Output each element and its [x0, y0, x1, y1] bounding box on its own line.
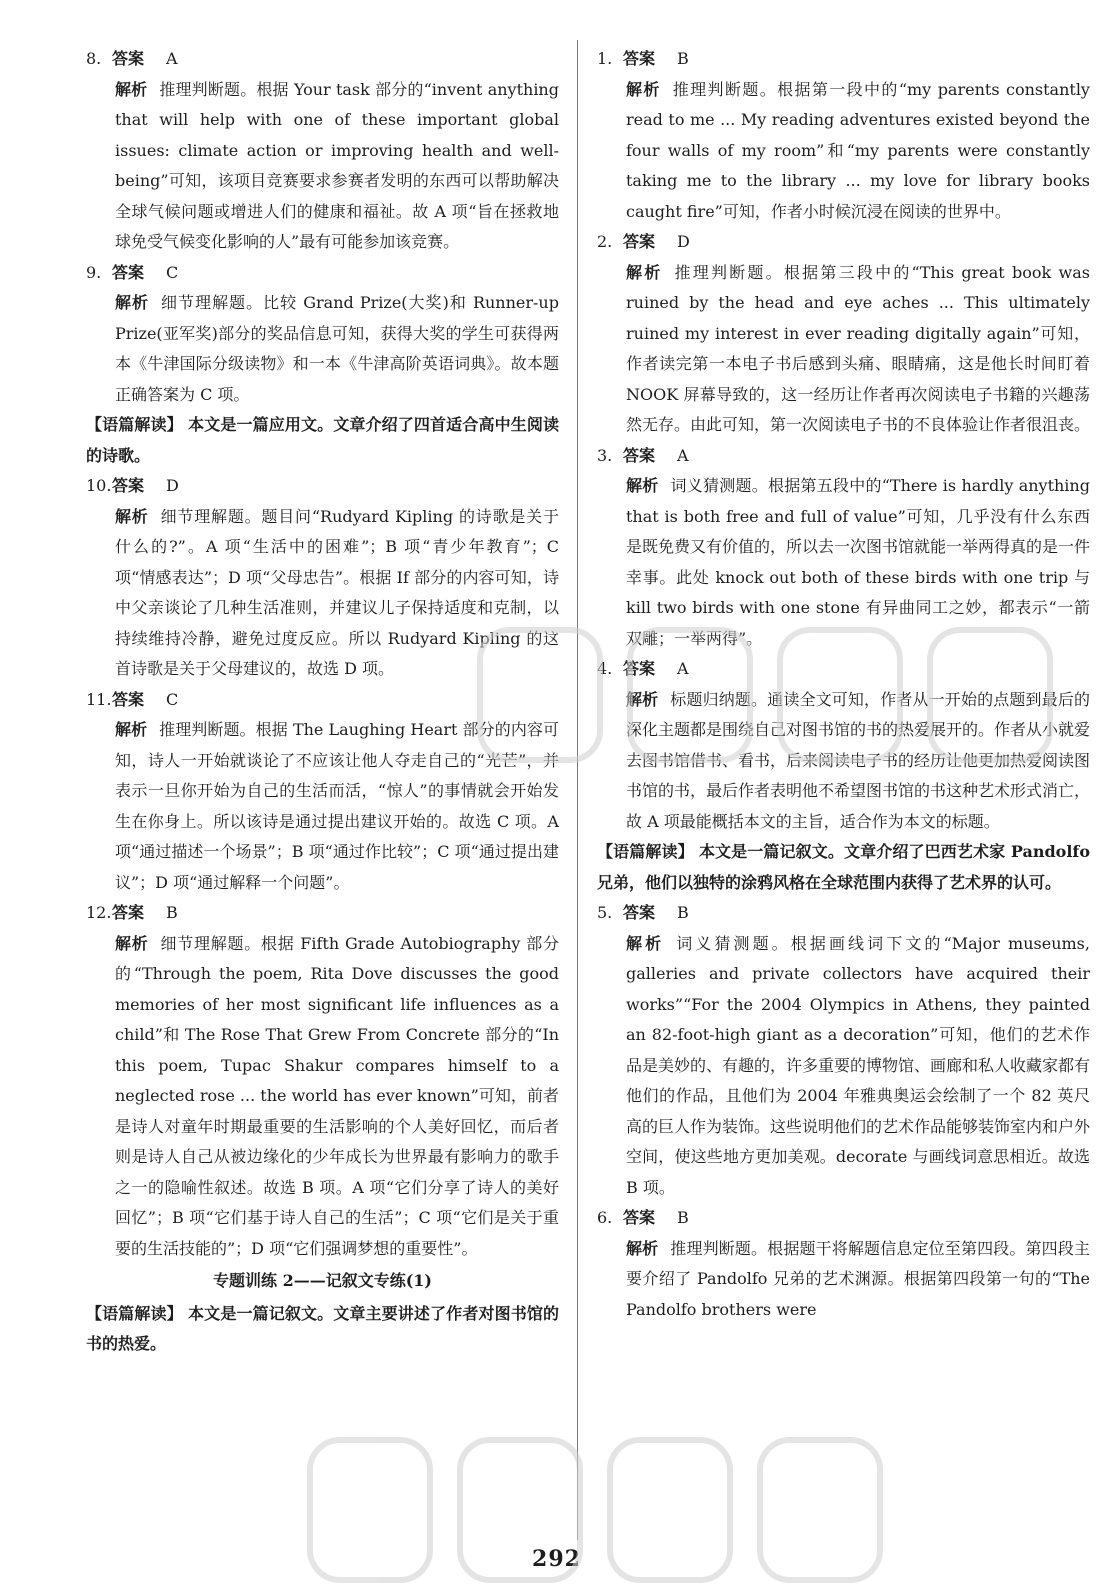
answer-value: A [677, 659, 689, 678]
analysis-label: 解析 [115, 720, 148, 739]
analysis-label: 解析 [626, 689, 659, 709]
question-number: 3. [597, 445, 613, 465]
answer-line [86, 44, 559, 75]
analysis-paragraph [86, 75, 559, 258]
analysis-label: 解析 [115, 933, 149, 953]
interpretation-text: 本文是一篇记叙文。文章介绍了巴西艺术家 Pandolfo 兄弟，他们以独特的涂鸦风格在全球范围内获得了艺术界的认可。 [597, 842, 1090, 892]
analysis-paragraph [597, 685, 1090, 838]
answer-value: D [166, 476, 179, 495]
answer-line [597, 898, 1090, 929]
interpretation-text: 本文是一篇记叙文。文章主要讲述了作者对图书馆的书的热爱。 [86, 1303, 559, 1353]
interpretation-label: 【语篇解读】 [86, 415, 183, 434]
answer-value: C [166, 262, 179, 282]
analysis-paragraph [86, 502, 559, 685]
analysis-text: 推理判断题。根据 Your task 部分的“invent anything that will help with one of these important global issues: climate action or improving health and well-being”可知，该项目竞赛要求参赛者发明的东西可以帮助解决全球气候问题或增进人们的健康和福祉。故 A 项“旨在拯救地球免受气候变化影响的人”最有可能参加该竞赛。 [115, 79, 559, 251]
left-column [86, 44, 559, 1360]
analysis-label: 解析 [115, 293, 150, 312]
question-number: 9. [86, 262, 102, 282]
analysis-paragraph [597, 929, 1090, 1204]
question-number: 2. [597, 232, 613, 251]
answer-value: B [677, 1208, 689, 1227]
analysis-paragraph [86, 288, 559, 410]
interpretation-label: 【语篇解读】 [597, 842, 694, 861]
analysis-label: 解析 [626, 476, 659, 495]
analysis-label: 解析 [115, 506, 149, 526]
answer-label: 答案 [112, 476, 145, 495]
analysis-text: 词义猜测题。根据画线词下文的“Major museums, galleries and private collectors have acquired their works”“For the 2004 Olympics in Athens, they painted an 82-foot-high giant as a decoration”可知，他们的艺术作品是美妙的、有趣的，许多重要的博物馆、画廊和私人收藏家都有他们的作品，且他们为 2004 年雅典奥运会绘制了一个 82 英尺高的巨人作为装饰。这些说明他们的艺术作品能够装饰室内和户外空间，使这些地方更加美观。decorate 与画线词意思相近。故选 B 项。 [626, 933, 1091, 1197]
analysis-text: 标题归纳题。通读全文可知，作者从一开始的点题到最后的深化主题都是围绕自己对图书馆的书的热爱展开的。作者从小就爱去图书馆借书、看书，后来阅读电子书的经历让他更加热爱阅读图书馆的书，最后作者表明他不希望图书馆的书这种艺术形式消亡，故 A 项最能概括本文的主旨，适合作为本文的标题。 [626, 689, 1091, 831]
answer-label: 答案 [623, 1208, 656, 1227]
analysis-label: 解析 [626, 933, 665, 953]
answer-line [597, 44, 1090, 75]
question-number: 6. [597, 1208, 613, 1227]
answer-line [86, 471, 559, 502]
answer-line [86, 258, 559, 289]
analysis-text: 细节理解题。比较 Grand Prize(大奖)和 Runner-up Prize(亚军奖)部分的奖品信息可知，获得大奖的学生可获得两本《牛津国际分级读物》和一本《牛津高阶英语词典》。故本题正确答案为 C 项。 [115, 293, 559, 404]
analysis-label: 解析 [626, 79, 661, 99]
answer-value: D [677, 232, 690, 251]
answer-label: 答案 [623, 49, 656, 68]
interpretation-text: 本文是一篇应用文。文章介绍了四首适合高中生阅读的诗歌。 [86, 415, 559, 465]
analysis-paragraph [597, 471, 1090, 654]
answer-label: 答案 [623, 232, 656, 251]
answer-label: 答案 [112, 903, 145, 922]
answer-value: B [677, 903, 689, 922]
analysis-label: 解析 [115, 79, 148, 99]
question-number: 10. [86, 476, 112, 495]
answer-value: B [166, 903, 178, 922]
analysis-text: 细节理解题。题目问“Rudyard Kipling 的诗歌是关于什么的?”。A 项“生活中的困难”；B 项“青少年教育”；C 项“情感表达”；D 项“父母忠告”。根据 If 部分的内容可知，诗中父亲谈论了几种生活准则，并建议儿子保持适度和克制，以持续维持冷静，避免过度反应。所以 Rudyard Kipling 的这首诗歌是关于父母建议的，故选 D 项。 [115, 506, 559, 678]
answer-value: A [166, 49, 178, 68]
answer-line [597, 1203, 1090, 1234]
analysis-paragraph [86, 929, 559, 1265]
answer-label: 答案 [623, 445, 656, 465]
answer-label: 答案 [112, 262, 145, 282]
analysis-paragraph [86, 715, 559, 898]
question-number: 1. [597, 49, 613, 68]
analysis-paragraph [597, 75, 1090, 228]
analysis-text: 推理判断题。根据 The Laughing Heart 部分的内容可知，诗人一开始就谈论了不应该让他人夺走自己的“光芒”，并表示一旦你开始为自己的生活而活，“惊人”的事情就会开始发生在你身上。所以该诗是通过提出建议开始的。故选 C 项。A 项“通过描述一个场景”；B 项“通过作比较”；C 项“通过提出建议”；D 项“通过解释一个问题”。 [115, 720, 559, 892]
interpretation-label: 【语篇解读】 [86, 1303, 183, 1323]
answer-line [597, 441, 1090, 472]
answer-label: 答案 [112, 49, 145, 68]
answer-label: 答案 [623, 659, 656, 678]
page-number: 292 [532, 1546, 581, 1572]
answer-line [597, 654, 1090, 685]
section-title: 专题训练 2——记叙文专练(1) [213, 1271, 432, 1290]
passage-interpretation [597, 837, 1090, 898]
right-column [597, 44, 1090, 1325]
answer-label: 答案 [623, 903, 656, 922]
analysis-text: 推理判断题。根据第一段中的“my parents constantly read to me ... My reading adventures existed beyond the four walls of my room”和“my parents were constantly taking me to the library ... my love for library books caught fire”可知，作者小时候沉浸在阅读的世界中。 [626, 79, 1090, 221]
answer-line [86, 685, 559, 716]
analysis-text: 词义猜测题。根据第五段中的“There is hardly anything that is both free and full of value”可知，几乎没有什么东西是既免费又有价值的，所以去一次图书馆就能一举两得真的是一件幸事。此处 knock out both of these birds with one trip 与 kill two birds with one stone 有异曲同工之妙，都表示“一箭双雕；一举两得”。 [626, 476, 1091, 648]
analysis-label: 解析 [626, 1238, 659, 1258]
question-number: 12. [86, 903, 112, 922]
answer-line [86, 898, 559, 929]
analysis-text: 推理判断题。根据题干将解题信息定位至第四段。第四段主要介绍了 Pandolfo 兄弟的艺术渊源。根据第四段第一句的“The Pandolfo brothers were [626, 1238, 1090, 1319]
analysis-paragraph [597, 1234, 1090, 1326]
question-number: 8. [86, 49, 102, 68]
passage-interpretation [86, 410, 559, 471]
column-divider [577, 40, 578, 1540]
question-number: 11. [86, 689, 112, 709]
analysis-text: 细节理解题。根据 Fifth Grade Autobiography 部分的“Through the poem, Rita Dove discusses the good memories of her most significant life influences as a child”和 The Rose That Grew From Concrete 部分的“In this poem, Tupac Shakur compares himself to a neglected rose ... the world has ever known”可知，前者是诗人对童年时期最重要的生活影响的个人美好回忆，而后者则是诗人自己从被边缘化的少年成长为世界最有影响力的歌手之一的隐喻性叙述。故选 B 项。A 项“它们分享了诗人的美好回忆”；B 项“它们基于诗人自己的生活”；C 项“它们是关于重要的生活技能的”；D 项“它们强调梦想的重要性”。 [115, 933, 559, 1258]
question-number: 4. [597, 659, 613, 678]
answer-label: 答案 [112, 689, 145, 709]
analysis-label: 解析 [626, 262, 663, 282]
answer-line [597, 227, 1090, 258]
answer-value: A [677, 445, 689, 465]
analysis-text: 推理判断题。根据第三段中的“This great book was ruined by the head and eye aches ... This ultimately ruined my interest in ever reading digitally again”可知，作者读完第一本电子书后感到头痛、眼睛痛，这是他长时间盯着 NOOK 屏幕导致的，这一经历让作者再次阅读电子书籍的兴趣荡然无存。由此可知，第一次阅读电子书的不良体验让作者很沮丧。 [626, 262, 1091, 434]
question-number: 5. [597, 903, 613, 922]
answer-value: C [166, 689, 179, 709]
answer-value: B [677, 49, 689, 68]
analysis-paragraph [597, 258, 1090, 441]
passage-interpretation [86, 1299, 559, 1360]
